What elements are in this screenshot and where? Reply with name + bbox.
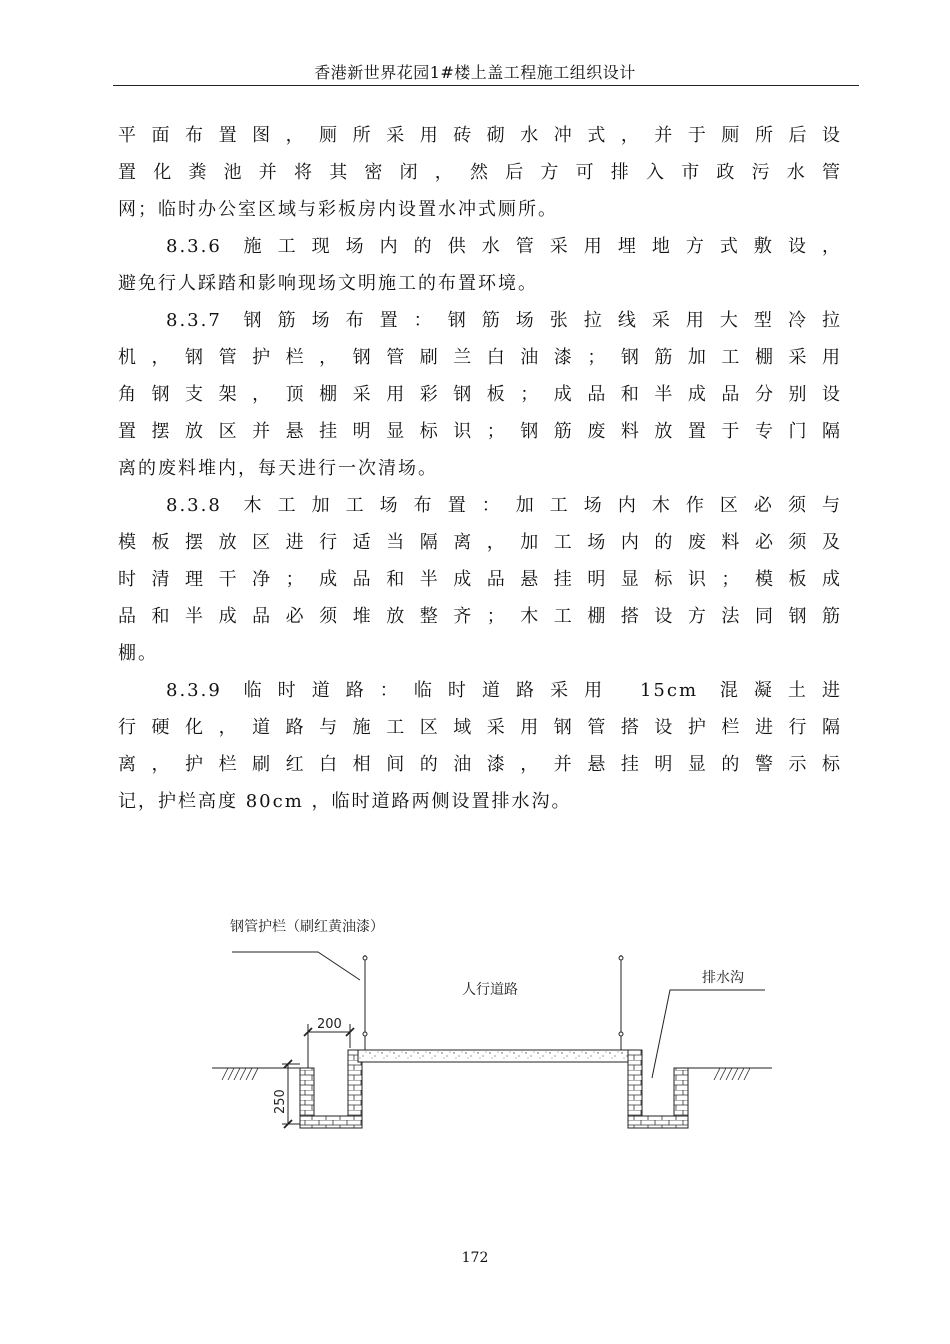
text-line: 8.3.9 临时道路：临时道路采用 15cm 混凝土进 — [166, 680, 842, 701]
right-ditch-inner-wall — [628, 1050, 642, 1124]
road-section-diagram — [200, 900, 790, 1150]
page-number: 172 — [461, 1250, 489, 1266]
width-dimension-label: 200 — [317, 1017, 342, 1032]
text-line: 模板摆放区进行适当隔离，加工场内的废料必须及 — [118, 532, 842, 553]
text-line: 8.3.6 施工现场内的供水管采用埋地方式敷设， — [166, 236, 842, 257]
left-ditch-bottom — [300, 1116, 362, 1128]
ditch-leader-line — [652, 990, 765, 1078]
ditch-label: 排水沟 — [702, 970, 744, 986]
text-line: 品和半成品必须堆放整齐；木工棚搭设方法同钢筋 — [118, 606, 842, 627]
text-line: 置化粪池并将其密闭，然后方可排入市政污水管 — [118, 162, 842, 183]
text-line: 置摆放区并悬挂明显标识；钢筋废料放置于专门隔 — [118, 421, 842, 442]
text-line: 记，护栏高度 80cm ，临时道路两侧设置排水沟。 — [118, 791, 572, 812]
header-divider — [113, 85, 859, 86]
soil-hatch-left — [222, 1068, 258, 1080]
text-line: 平面布置图，厕所采用砖砌水冲式，并于厕所后设 — [118, 125, 842, 146]
text-line: 8.3.7 钢筋场布置：钢筋场张拉线采用大型冷拉 — [166, 310, 842, 331]
depth-dimension-label: 250 — [273, 1089, 288, 1114]
right-ditch-bottom — [628, 1116, 688, 1128]
text-line: 离，护栏刷红白相间的油漆，并悬挂明显的警示标 — [118, 754, 842, 775]
body-text — [118, 117, 842, 820]
text-line: 机，钢管护栏，钢管刷兰白油漆；钢筋加工棚采用 — [118, 347, 842, 368]
left-railing — [363, 955, 367, 1050]
text-line: 离的废料堆内，每天进行一次清场。 — [118, 458, 438, 479]
railing-label: 钢管护栏（刷红黄油漆） — [230, 919, 384, 935]
text-line: 避免行人踩踏和影响现场文明施工的布置环境。 — [118, 273, 538, 294]
road-label: 人行道路 — [462, 982, 518, 998]
soil-hatch-right — [714, 1068, 750, 1080]
text-line: 棚。 — [118, 643, 158, 664]
railing-leader-line — [232, 952, 360, 980]
text-line: 角钢支架，顶棚采用彩钢板；成品和半成品分别设 — [118, 384, 842, 405]
text-line: 行硬化，道路与施工区域采用钢管搭设护栏进行隔 — [118, 717, 842, 738]
text-line: 网；临时办公室区域与彩板房内设置水冲式厕所。 — [118, 199, 558, 220]
text-line: 时清理干净；成品和半成品悬挂明显标识；模板成 — [118, 569, 842, 590]
page-header-title: 香港新世界花园1#楼上盖工程施工组织设计 — [314, 63, 636, 82]
text-line: 8.3.8 木工加工场布置：加工场内木作区必须与 — [166, 495, 842, 516]
road-slab — [358, 1050, 628, 1062]
right-railing — [619, 955, 623, 1050]
